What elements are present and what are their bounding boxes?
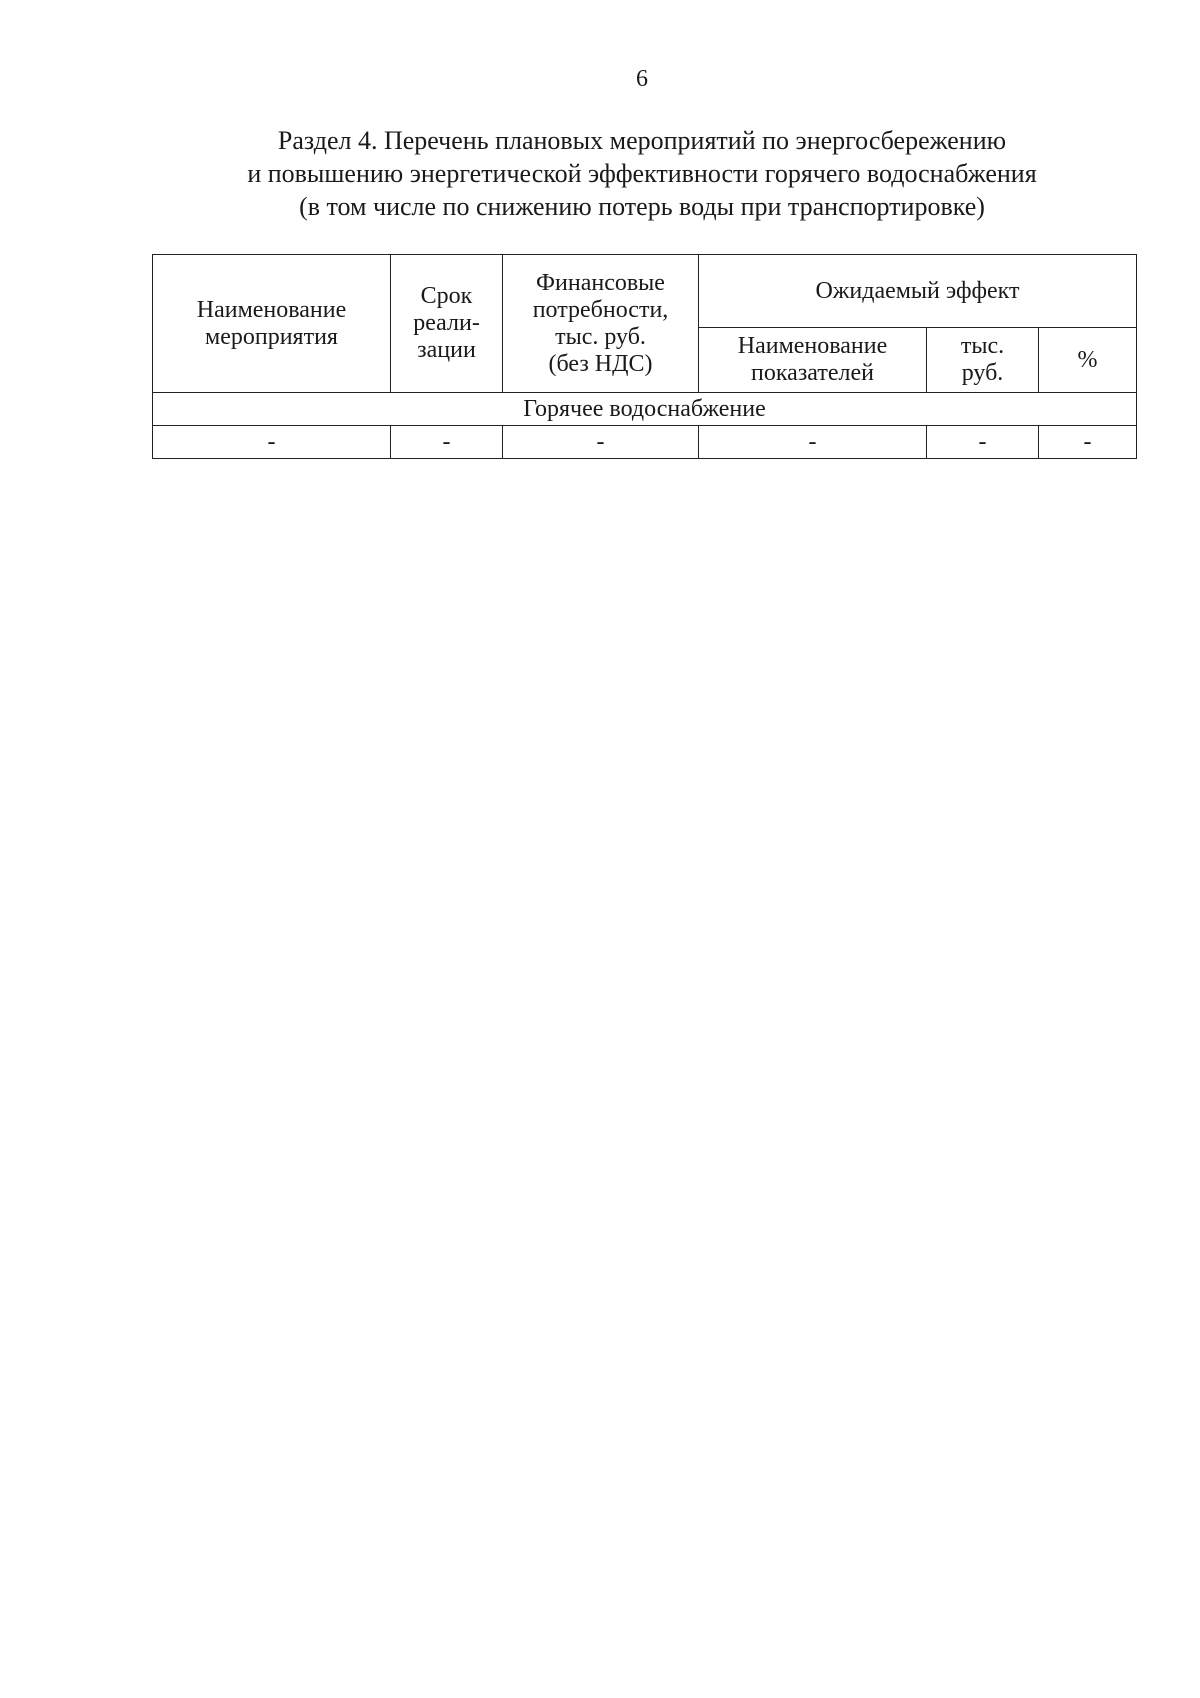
cell-percent: -: [1039, 426, 1137, 459]
page-number: 6: [636, 66, 648, 92]
cell-finance: -: [503, 426, 699, 459]
header-thousand-rub: тыс. руб.: [927, 328, 1039, 393]
header-indicators: Наименование показателей: [699, 328, 927, 393]
header-expected-effect: Ожидаемый эффект: [699, 255, 1137, 328]
cell-thousand-rub: -: [927, 426, 1039, 459]
title-line-1: Раздел 4. Перечень плановых мероприятий по энергосбережению: [277, 126, 1007, 155]
section-hot-water: Горячее водоснабжение: [153, 393, 1137, 426]
table-header-row: [153, 255, 1137, 328]
header-measure-name: Наименование мероприятия: [153, 255, 391, 393]
measures-table: [152, 254, 1137, 459]
table-row: [153, 426, 1137, 459]
section-title: [150, 124, 1134, 223]
cell-indicators: -: [699, 426, 927, 459]
cell-measure-name: -: [153, 426, 391, 459]
title-line-3: (в том числе по снижению потерь воды при транспортировке): [299, 192, 985, 221]
header-finance: Финансовые потребности, тыс. руб. (без НДС): [503, 255, 699, 393]
title-line-2: и повышению энергетической эффективности горячего водоснабжения: [247, 159, 1037, 188]
table-section-row: [153, 393, 1137, 426]
header-term: Срок реали- зации: [391, 255, 503, 393]
header-percent: %: [1039, 328, 1137, 393]
cell-term: -: [391, 426, 503, 459]
